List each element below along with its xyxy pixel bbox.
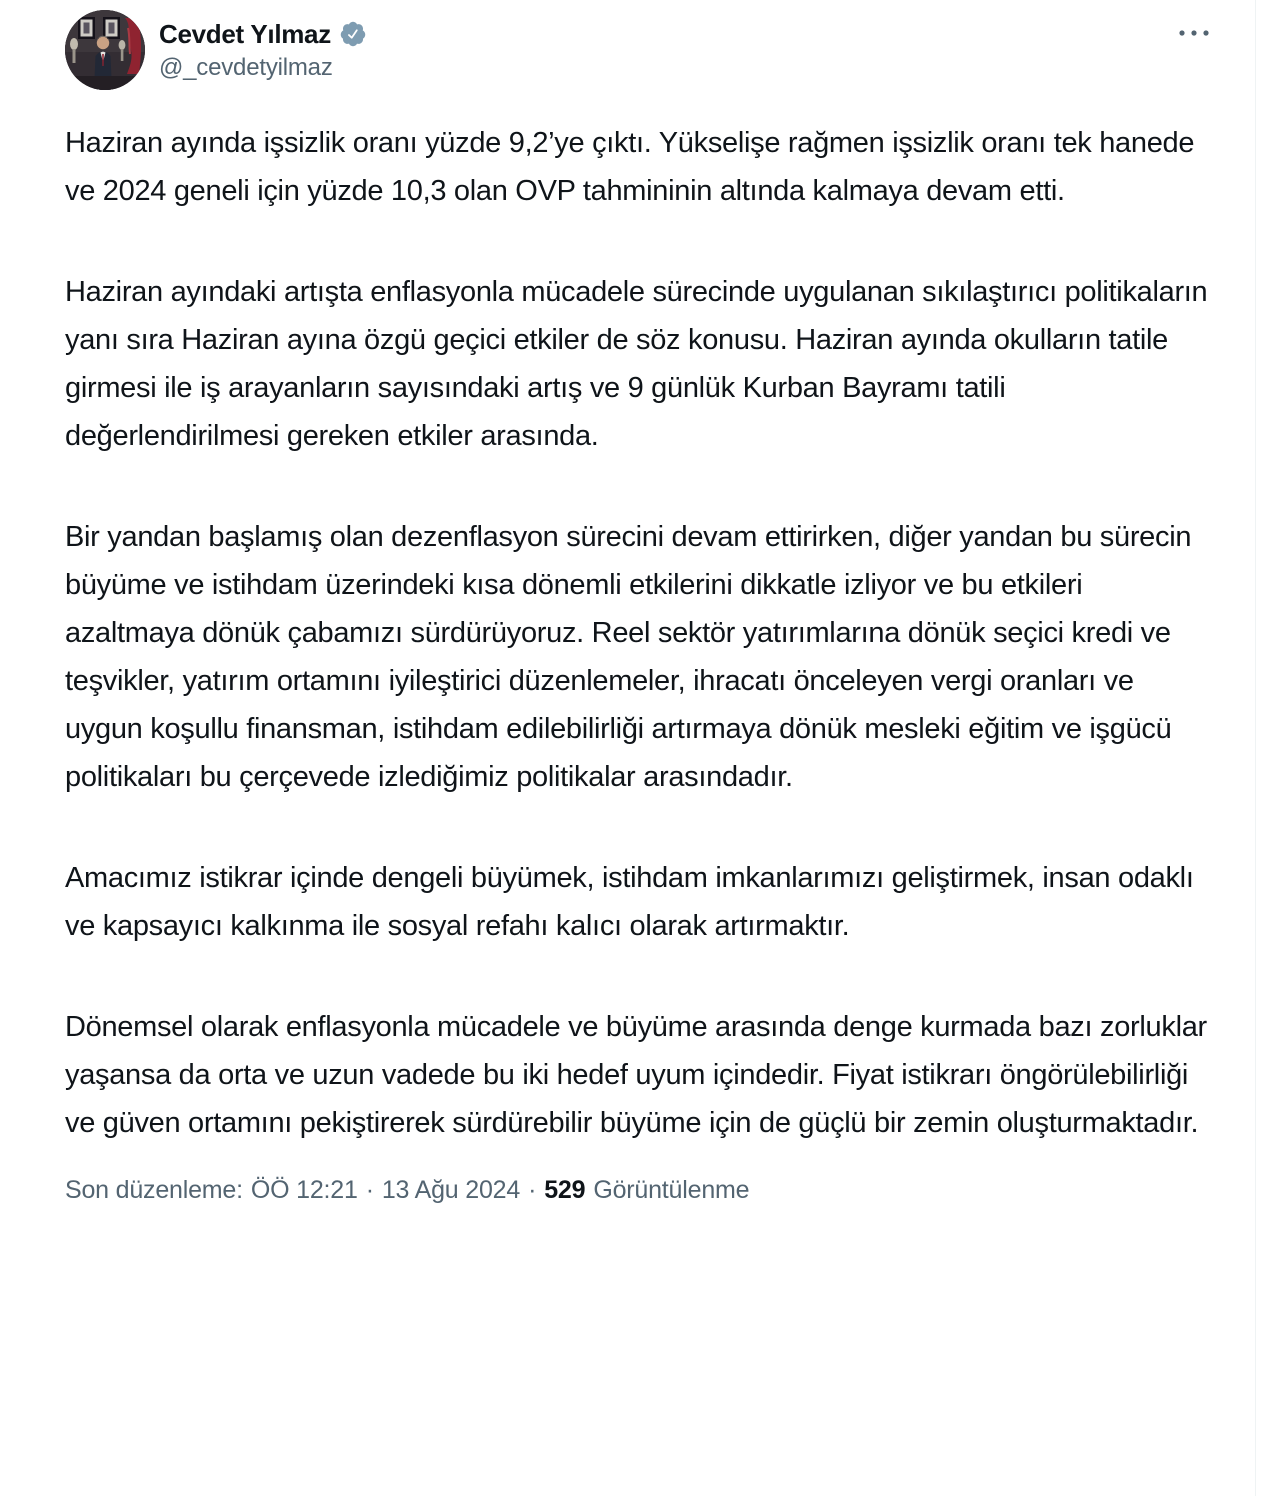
tweet-text: [65, 119, 1217, 1147]
tweet: [65, 10, 1217, 1206]
author-block: [159, 10, 367, 90]
tweet-footer: [65, 1174, 1217, 1206]
views-label: Görüntülenme: [593, 1176, 750, 1204]
verified-badge-icon: [339, 20, 367, 48]
tweet-date: 13 Ağu 2024: [381, 1176, 521, 1204]
tweet-paragraph-1: Haziran ayında işsizlik oranı yüzde 9,2’ye çıktı. Yükselişe rağmen işsizlik oranı tek hanede ve 2024 geneli için yüzde 10,3 olan OVP tahmininin altında kalmaya devam etti.: [65, 127, 1195, 207]
column-border: [1255, 0, 1256, 1496]
tweet-time: ÖÖ 12:21: [250, 1176, 358, 1204]
author-handle[interactable]: @_cevdetyilmaz: [159, 53, 333, 81]
tweet-paragraph-4: Amacımız istikrar içinde dengeli büyümek, istihdam imkanlarımızı geliştirmek, insan odaklı ve kapsayıcı kalkınma ile sosyal refahı kalıcı olarak artırmaktır.: [65, 862, 1194, 942]
tweet-header: [65, 10, 1217, 90]
separator-dot: ·: [528, 1176, 537, 1204]
tweet-paragraph-3: Bir yandan başlamış olan dezenflasyon sürecini devam ettirirken, diğer yandan bu sürecin büyüme ve istihdam üzerindeki kısa dönemli etkilerini dikkatle izliyor ve bu etkileri azaltmaya dönük çabamızı sürdürüyoruz. Reel sektör yatırımlarına dönük seçici kredi ve teşvikler, yatırım ortamını iyileştirici düzenlemeler, ihracatı önceleyen vergi oranları ve uygun koşullu finansman, istihdam edilebilirliği artırmaya dönük mesleki eğitim ve işgücü politikaları bu çerçevede izlediğimiz politikalar arasındadır.: [65, 521, 1192, 793]
more-button[interactable]: [1173, 24, 1217, 42]
views-count: 529: [544, 1176, 586, 1204]
author-name-row: [159, 19, 367, 49]
author-name[interactable]: Cevdet Yılmaz: [159, 18, 331, 49]
separator-dot: ·: [365, 1176, 374, 1204]
tweet-paragraph-5: Dönemsel olarak enflasyonla mücadele ve büyüme arasında denge kurmada bazı zorluklar yaşansa da orta ve uzun vadede bu iki hedef uyum içindedir. Fiyat istikrarı öngörülebilirliği ve güven ortamını pekiştirerek sürdürebilir büyüme için de güçlü bir zemin oluşturmaktadır.: [65, 1011, 1207, 1139]
tweet-paragraph-2: Haziran ayındaki artışta enflasyonla mücadele sürecinde uygulanan sıkılaştırıcı politikaların yanı sıra Haziran ayına özgü geçici etkiler de söz konusu. Haziran ayında okulların tatile girmesi ile iş arayanların sayısındaki artış ve 9 günlük Kurban Bayramı tatili değerlendirilmesi gereken etkiler arasında.: [65, 276, 1208, 452]
avatar-photo: [65, 10, 145, 90]
more-horizontal-icon: [1177, 28, 1213, 38]
edited-label: Son düzenleme:: [65, 1176, 243, 1204]
avatar[interactable]: [65, 10, 145, 90]
